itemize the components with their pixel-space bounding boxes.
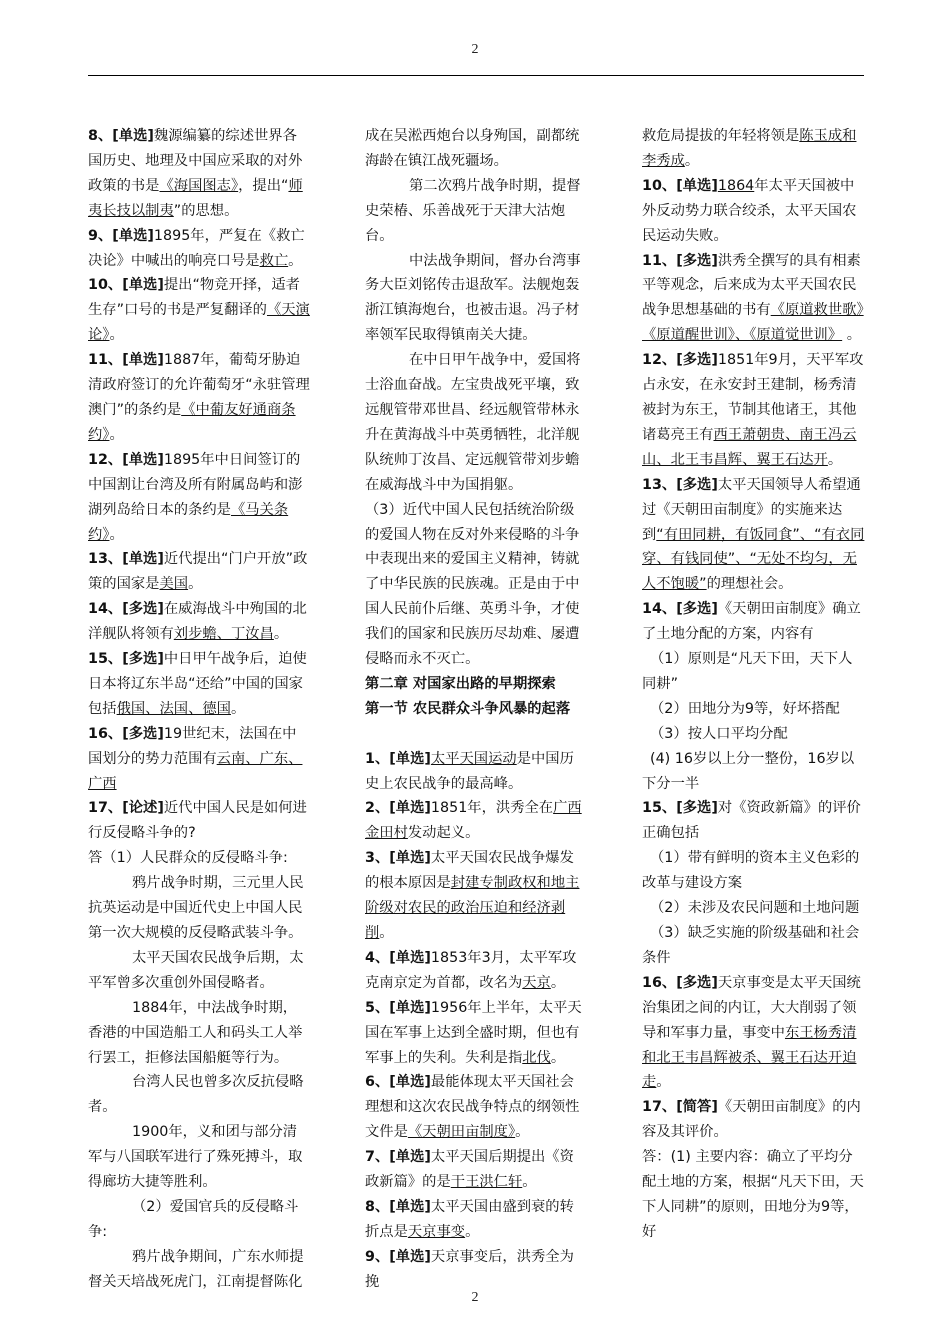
spacer: [365, 722, 587, 747]
question-item: 3、[单选]太平天国农民战争爆发的根本原因是封建专制政权和地主阶级对农民的政治压迫和经济剥削。: [365, 850, 580, 941]
answer-heading: 答（1）人民群众的反侵略斗争:: [88, 850, 288, 867]
answer-paragraph: 鸦片战争期间，广东水师提督关天培战死虎门，江南提督陈化: [88, 1248, 304, 1290]
answer-paragraph: 太平天国农民战争后期，太平军曾多次重创外国侵略者。: [88, 949, 304, 991]
question-item: 17、[论述]近代中国人民是如何进行反侵略斗争的?: [88, 800, 307, 842]
question-item: 15、[多选]对《资政新篇》的评价正确包括: [642, 800, 861, 842]
answer-paragraph: 台湾人民也曾多次反抗侵略者。: [88, 1074, 304, 1116]
answer-paragraph: 成在吴淞西炮台以身殉国，副都统海龄在镇江战死疆场。: [365, 128, 580, 169]
question-item: 14、[多选]《天朝田亩制度》确立了土地分配的方案，内容有: [642, 601, 861, 643]
list-item: （2）田地分为9等，好坏搭配: [650, 700, 840, 717]
question-item: 2、[单选]1851年，洪秀全在广西金田村发动起义。: [365, 800, 582, 842]
question-item: 8、[单选]太平天国由盛到衰的转折点是天京事变。: [365, 1198, 574, 1240]
answer-paragraph: 1884年，中法战争时期，香港的中国造船工人和码头工人举行罢工，拒修法国船艇等行为。: [88, 999, 303, 1066]
question-item: 16、[多选]天京事变是太平天国统治集团之间的内讧，大大削弱了领导和军事力量，事变中东王杨秀清和北王韦昌辉被杀、翼王石达开迫走。: [642, 974, 861, 1091]
question-item: 10、[单选]提出“物竞开择，适者生存”口号的书是严复翻译的《天演论》。: [88, 277, 310, 344]
question-item: 12、[多选]1851年9月，天平军攻占永安，在永安封王建制，杨秀清被封为东王，节制其他诸王，其他诸葛亮王有西王萧朝贵、南王冯云山、北王韦昌辉、翼王石达开。: [642, 352, 864, 468]
header-rule: [88, 75, 864, 76]
question-item: 11、[单选]1887年，葡萄牙胁迫清政府签订的允许葡萄牙“永驻管理澳门”的条约是《中葡友好通商条约》。: [88, 352, 310, 443]
question-item: 12、[单选]1895年中日间签订的中国割让台湾及所有附属岛屿和澎湖列岛给日本的条约是《马关条约》。: [88, 451, 303, 543]
question-item: 15、[多选]中日甲午战争后，迫使日本将辽东半岛“还给”中国的国家包括俄国、法国、德国。: [88, 651, 307, 717]
answer-paragraph: 第二次鸦片战争时期，提督史荣椿、乐善战死于天津大沽炮台。: [365, 177, 581, 244]
chapter-heading: 第二章 对国家出路的早期探索: [365, 675, 556, 692]
answer-paragraph: （3）近代中国人民包括统治阶级的爱国人物在反对外来侵略的斗争中表现出来的爱国主义精神，铸就了中华民族的民族魂。正是由于中国人民前仆后继、英勇斗争，才使我们的国家和民族历尽劫难、屡遭侵略而永不灭亡。: [365, 501, 580, 668]
list-item: （3）缺乏实施的阶级基础和社会条件: [642, 925, 860, 966]
question-item: 4、[单选]1853年3月，太平军攻克南京定为首都，改名为天京。: [365, 949, 577, 991]
question-item: 5、[单选]1956年上半年，太平天国在军事上达到全盛时期，但也有军事上的失利。失利是指北伐。: [365, 999, 582, 1066]
list-item: (4) 16岁以上分一整份，16岁以下分一半: [642, 750, 855, 792]
question-item: 13、[单选]近代提出“门户开放”政策的国家是美国。: [88, 551, 308, 593]
question-item: 16、[多选]19世纪末，法国在中国划分的势力范围有云南、广东、广西: [88, 725, 303, 792]
question-item: 6、[单选]最能体现太平天国社会理想和这次农民战争特点的纲领性文件是《天朝田亩制度》。: [365, 1074, 580, 1141]
answer-subheading: （2）爱国官兵的反侵略斗争:: [88, 1198, 299, 1240]
question-item: 17、[简答]《天朝田亩制度》的内容及其评价。: [642, 1099, 861, 1141]
section-heading: 第一节 农民群众斗争风暴的起落: [365, 700, 571, 717]
list-item: （2）未涉及农民问题和土地问题: [650, 900, 860, 917]
answer-paragraph: 鸦片战争时期，三元里人民抗英运动是中国近代史上中国人民第一次大规模的反侵略武装斗争。: [88, 875, 304, 941]
list-item: （1）原则是“凡天下田，天下人同耕”: [642, 651, 853, 692]
question-item: 13、[多选]太平天国领导人希望通过《天朝田亩制度》的实施来达到“有田同耕，有饭同食”、“有衣同穿、有钱同使”、“无处不均匀，无人不饱暖”的理想社会。: [642, 476, 865, 593]
answer-paragraph: 答：(1) 主要内容：确立了平均分配土地的方案，根据“凡天下田，天下人同耕”的原则，田地分为9等，好: [642, 1149, 864, 1240]
page-number-bottom: 2: [471, 1290, 479, 1305]
column-2: [365, 124, 587, 1295]
answer-paragraph: 1900年，义和团与部分清军与八国联军进行了殊死搏斗，取得廊坊大捷等胜利。: [88, 1124, 303, 1191]
question-continuation: 救危局提拔的年轻将领是陈玉成和李秀成。: [642, 128, 857, 169]
question-item: 8、[单选]魏源编纂的综述世界各国历史、地理及中国应采取的对外政策的书是《海国图志》，提出“师夷长技以制夷”的思想。: [88, 128, 303, 219]
question-item: 9、[单选]1895年，严复在《救亡决论》中喊出的响亮口号是救亡。: [88, 227, 305, 269]
answer-paragraph: 中法战争期间，督办台湾事务大臣刘铭传击退敌军。法舰炮轰浙江镇海炮台，也被击退。冯子材率领军民取得镇南关大捷。: [365, 252, 581, 344]
page-number-top: 2: [471, 42, 479, 57]
question-item: 7、[单选]太平天国后期提出《资政新篇》的是干王洪仁轩。: [365, 1149, 574, 1191]
question-item: 9、[单选]天京事变后，洪秀全为挽: [365, 1248, 574, 1290]
question-item: 1、[单选]太平天国运动是中国历史上农民战争的最高峰。: [365, 750, 574, 792]
column-1: [88, 124, 310, 1295]
column-3: [642, 124, 866, 1245]
question-item: 11、[多选]洪秀全撰写的具有相素平等观念，后来成为太平天国农民战争思想基础的书有《原道救世歌》《原道醒世训》、《原道觉世训》 。: [642, 252, 864, 344]
list-item: （1）带有鲜明的资本主义色彩的改革与建设方案: [642, 850, 860, 892]
answer-paragraph: 在中日甲午战争中，爱国将士浴血奋战。左宝贵战死平壤，致远舰管带邓世昌、经远舰管带林永升在黄海战斗中英勇牺牲，北洋舰队统帅丁汝昌、定远舰管带刘步蟾在威海战斗中为国捐躯。: [365, 352, 581, 493]
question-item: 10、[单选]1864年太平天国被中外反动势力联合绞杀，太平天国农民运动失败。: [642, 177, 857, 244]
question-item: 14、[多选]在威海战斗中殉国的北洋舰队将领有刘步蟾、丁汝昌。: [88, 601, 307, 643]
list-item: （3）按人口平均分配: [650, 725, 788, 742]
